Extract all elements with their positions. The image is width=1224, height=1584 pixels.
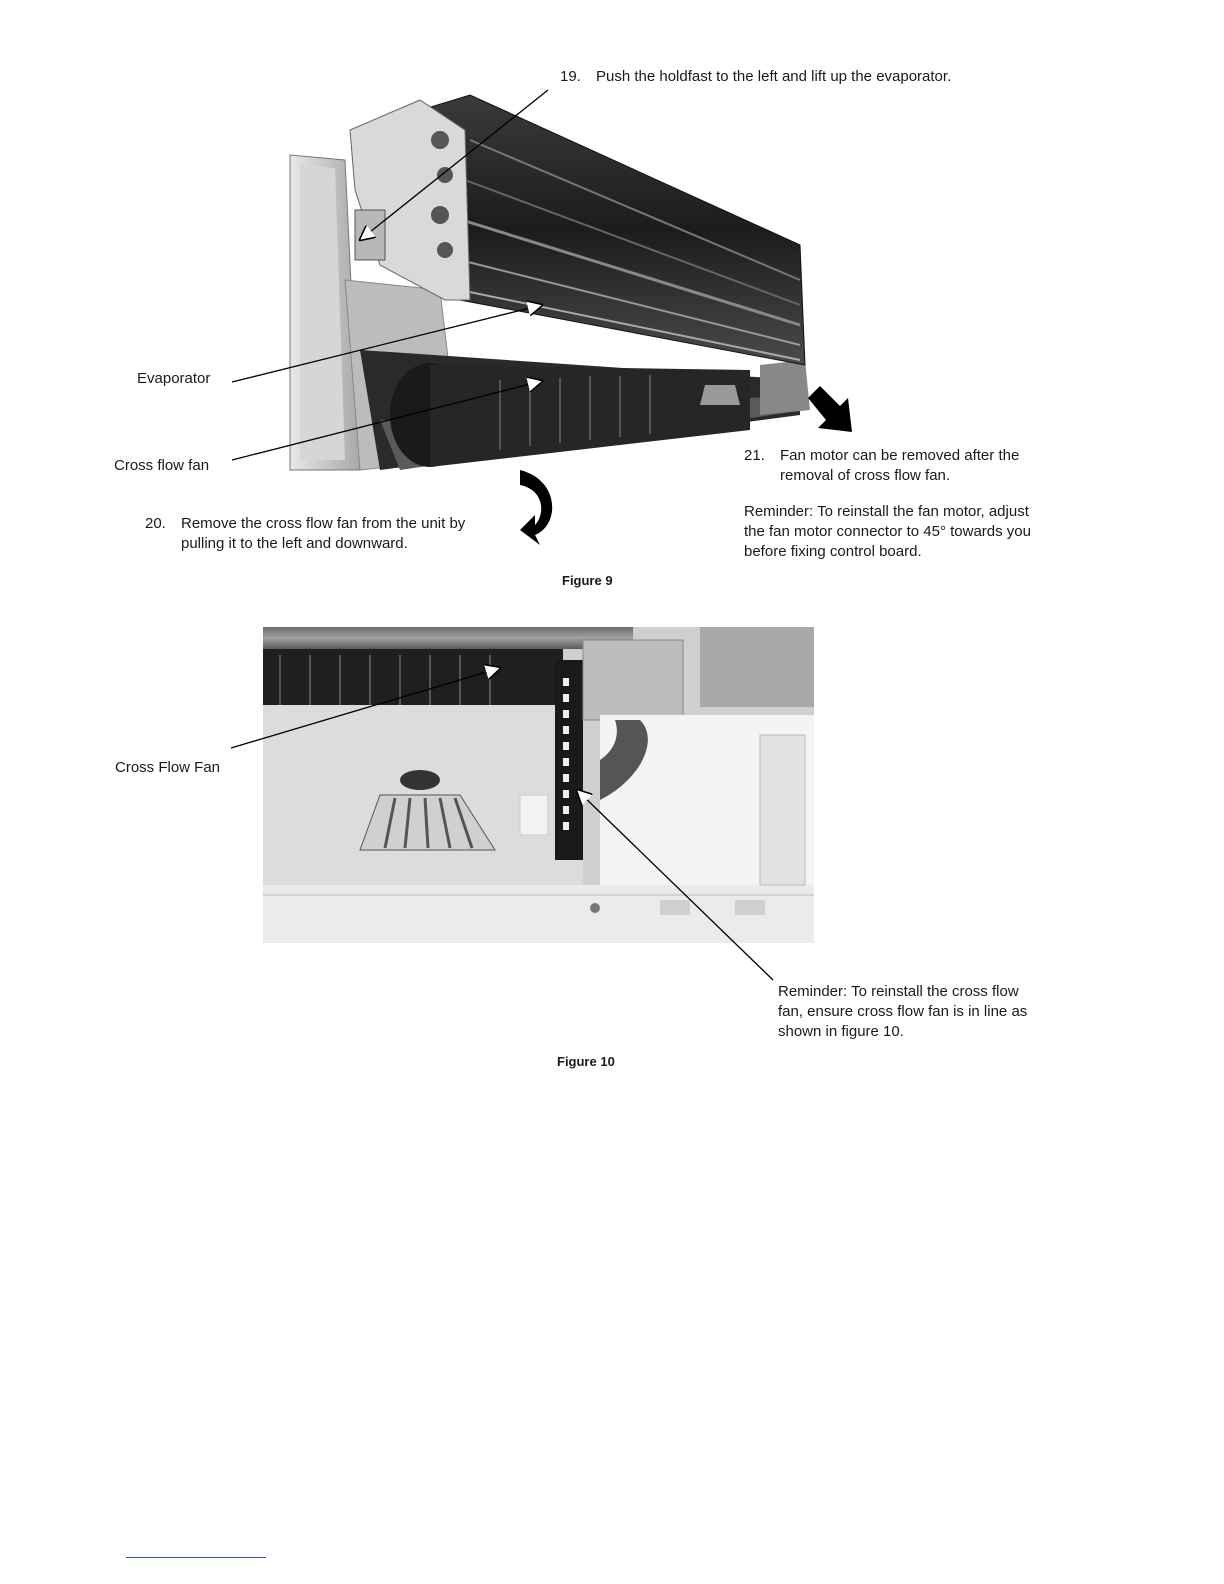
label-evaporator: Evaporator [137,370,211,387]
fan-motor-reminder-line-2: the fan motor connector to 45° towards you [744,523,1031,540]
cross-flow-fan-reminder-line-2: fan, ensure cross flow fan is in line as [778,1003,1028,1020]
figure-9-caption: Figure 9 [562,573,613,588]
step-20-number: 20. [145,515,166,532]
label-cross-flow-fan: Cross flow fan [114,457,210,474]
step-19-text: Push the holdfast to the left and lift up the evaporator. [596,68,952,85]
step-21-line-2: removal of cross flow fan. [780,467,951,484]
figure-10-caption: Figure 10 [557,1054,615,1069]
fan-motor-reminder-line-1: Reminder: To reinstall the fan motor, adjust [744,503,1029,520]
step-19-number: 19. [560,68,581,85]
figure-10-image [263,627,814,943]
label-cross-flow-fan-fig10: Cross Flow Fan [115,759,221,776]
step-21-number: 21. [744,447,765,464]
step-20-line-2: pulling it to the left and downward. [181,535,408,552]
step-21-line-1: Fan motor can be removed after the [780,447,1020,464]
fan-motor-reminder-line-3: before fixing control board. [744,543,922,560]
cross-flow-fan-reminder [778,982,1027,1042]
footer-divider [126,1557,266,1558]
cross-flow-fan-reminder-line-1: Reminder: To reinstall the cross flow [778,983,1019,1000]
step-20-line-1: Remove the cross flow fan from the unit by [181,515,466,532]
cross-flow-fan-reminder-line-3: shown in figure 10. [778,1023,904,1040]
